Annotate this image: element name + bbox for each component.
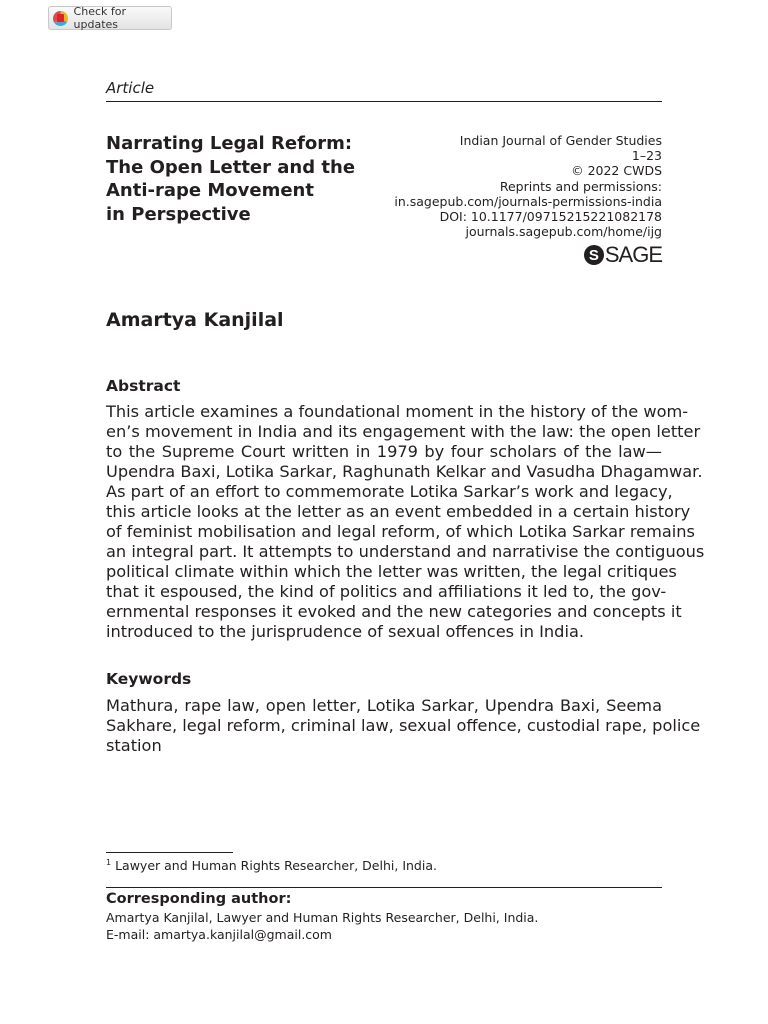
keywords-heading: Keywords bbox=[106, 670, 192, 688]
abstract-text bbox=[106, 402, 705, 642]
abstract-line: of feminist mobilisation and legal reform, of which Lotika Sarkar remains bbox=[106, 522, 695, 541]
abstract-line: Upendra Baxi, Lotika Sarkar, Raghunath Kelkar and Vasudha Dhagamwar. bbox=[106, 462, 703, 481]
corresponding-divider bbox=[106, 887, 662, 888]
check-for-updates-label: Check for updates bbox=[73, 5, 127, 31]
abstract-line: This article examines a foundational moment in the history of the wom- bbox=[106, 402, 689, 421]
abstract-line: en’s movement in India and its engagement with the law: the open letter bbox=[106, 422, 701, 441]
corresponding-author-affiliation: Amartya Kanjilal, Lawyer and Human Rights Researcher, Delhi, India. bbox=[106, 910, 539, 925]
keywords-line: Mathura, rape law, open letter, Lotika Sarkar, Upendra Baxi, Seema bbox=[106, 696, 662, 715]
doi[interactable]: DOI: 10.1177/09715215221082178 bbox=[439, 209, 662, 225]
abstract-line: political climate within which the letter was written, the legal critiques bbox=[106, 562, 677, 581]
corresponding-author-heading: Corresponding author: bbox=[106, 891, 292, 907]
abstract-line: As part of an effort to commemorate Lotika Sarkar’s work and legacy, bbox=[106, 482, 673, 501]
crossmark-icon bbox=[53, 11, 68, 26]
abstract-line: to the Supreme Court written in 1979 by four scholars of the law— bbox=[106, 442, 662, 461]
sage-logo-text: SAGE bbox=[604, 242, 662, 267]
page-range: 1–23 bbox=[631, 148, 662, 164]
title-line: Narrating Legal Reform: bbox=[106, 133, 353, 154]
corresponding-author-email[interactable]: E-mail: amartya.kanjilal@gmail.com bbox=[106, 927, 332, 942]
author-name: Amartya Kanjilal bbox=[106, 309, 284, 331]
title-line: The Open Letter and the bbox=[106, 156, 356, 178]
article-title bbox=[106, 132, 406, 226]
journal-name: Indian Journal of Gender Studies bbox=[459, 133, 662, 148]
abstract-line: ernmental responses it evoked and the new categories and concepts it bbox=[106, 602, 682, 621]
title-line: Anti-rape Movement bbox=[106, 180, 314, 201]
keywords-text bbox=[106, 696, 701, 756]
sage-s-icon: S bbox=[584, 245, 604, 265]
abstract-line: that it espoused, the kind of politics and affiliations it led to, the gov- bbox=[106, 582, 667, 601]
abstract-line: this article looks at the letter as an event embedded in a certain history bbox=[106, 502, 691, 521]
copyright: © 2022 CWDS bbox=[571, 163, 662, 179]
sage-logo bbox=[584, 242, 662, 268]
journal-home-link[interactable]: journals.sagepub.com/home/ijg bbox=[465, 224, 662, 240]
footnote-marker: 1 bbox=[106, 858, 112, 867]
permissions-link[interactable]: in.sagepub.com/journals-permissions-india bbox=[394, 193, 662, 209]
reprints-label: Reprints and permissions: bbox=[499, 178, 662, 194]
journal-info bbox=[394, 133, 662, 239]
abstract-line: an integral part. It attempts to understand and narrativise the contiguous bbox=[106, 542, 705, 561]
footnote bbox=[106, 858, 437, 873]
footnote-text: Lawyer and Human Rights Researcher, Delhi, India. bbox=[115, 858, 437, 874]
abstract-heading: Abstract bbox=[106, 377, 181, 395]
check-for-updates-button[interactable] bbox=[48, 6, 172, 30]
title-line: in Perspective bbox=[106, 203, 251, 225]
header-divider bbox=[106, 101, 662, 102]
abstract-line: introduced to the jurisprudence of sexual offences in India. bbox=[106, 622, 585, 641]
keywords-line: Sakhare, legal reform, criminal law, sexual offence, custodial rape, police bbox=[106, 716, 701, 735]
article-type: Article bbox=[106, 79, 155, 97]
keywords-line: station bbox=[106, 736, 162, 755]
footnote-divider bbox=[106, 852, 233, 853]
